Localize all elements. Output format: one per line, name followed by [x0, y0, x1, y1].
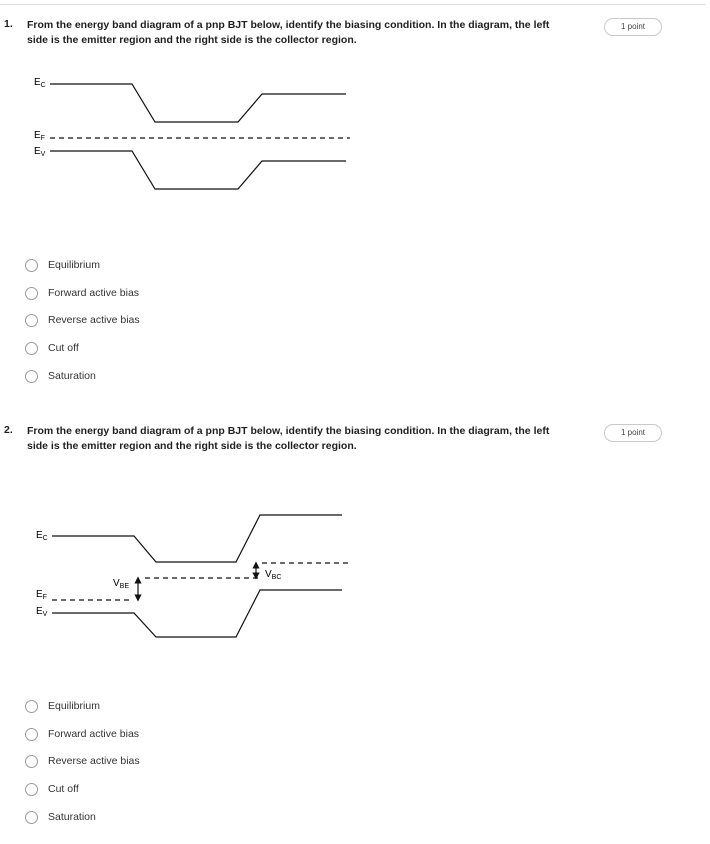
option-saturation[interactable] [25, 368, 96, 384]
option-cut-off[interactable] [25, 340, 79, 356]
radio-button[interactable] [25, 783, 38, 796]
option-equilibrium[interactable] [25, 257, 100, 273]
top-divider [0, 4, 706, 5]
option-label: Saturation [48, 370, 96, 382]
option-label: Cut off [48, 342, 79, 354]
valence-band-line [52, 590, 342, 637]
conduction-band-line [52, 515, 342, 562]
option-label: Cut off [48, 783, 79, 795]
option-equilibrium[interactable] [25, 698, 100, 714]
vbe-label: $V_{BE}$ [113, 578, 130, 590]
conduction-band-line [50, 84, 346, 122]
option-forward-active-bias[interactable] [25, 726, 139, 742]
points-badge: 1 point [604, 424, 662, 442]
ev-label: $E_V$ [34, 146, 46, 158]
band-diagram-1 [0, 60, 370, 210]
radio-button[interactable] [25, 259, 38, 272]
ef-label: $E_F$ [34, 130, 45, 142]
radio-button[interactable] [25, 700, 38, 713]
vbc-label: $V_{BC}$ [265, 569, 282, 581]
band-diagram-2 [0, 500, 370, 650]
ev-label: $E_V$ [36, 606, 48, 618]
ef-label: $E_F$ [36, 589, 47, 601]
question-number: 2. [4, 424, 13, 436]
radio-button[interactable] [25, 342, 38, 355]
radio-button[interactable] [25, 370, 38, 383]
radio-button[interactable] [25, 811, 38, 824]
option-reverse-active-bias[interactable] [25, 312, 140, 328]
option-reverse-active-bias[interactable] [25, 753, 140, 769]
valence-band-line [50, 151, 346, 189]
ec-label: $E_C$ [34, 77, 46, 89]
option-label: Reverse active bias [48, 755, 140, 767]
question-number: 1. [4, 18, 13, 30]
option-cut-off[interactable] [25, 781, 79, 797]
radio-button[interactable] [25, 287, 38, 300]
option-forward-active-bias[interactable] [25, 285, 139, 301]
option-label: Reverse active bias [48, 314, 140, 326]
ec-label: $E_C$ [36, 530, 48, 542]
radio-button[interactable] [25, 728, 38, 741]
option-label: Forward active bias [48, 728, 140, 740]
radio-button[interactable] [25, 314, 38, 327]
option-label: Equilibrium [48, 700, 100, 712]
question-text: From the energy band diagram of a pnp BJT below, identify the biasing condition. In the diagram, the left side is the emitter region and the right side is the collector region. [27, 425, 550, 452]
question-text: From the energy band diagram of a pnp BJT below, identify the biasing condition. In the diagram, the left side is the emitter region and the right side is the collector region. [27, 19, 550, 46]
points-badge: 1 point [604, 18, 662, 36]
radio-button[interactable] [25, 755, 38, 768]
option-label: Equilibrium [48, 259, 100, 271]
option-saturation[interactable] [25, 809, 96, 825]
option-label: Forward active bias [48, 287, 140, 299]
option-label: Saturation [48, 811, 96, 823]
